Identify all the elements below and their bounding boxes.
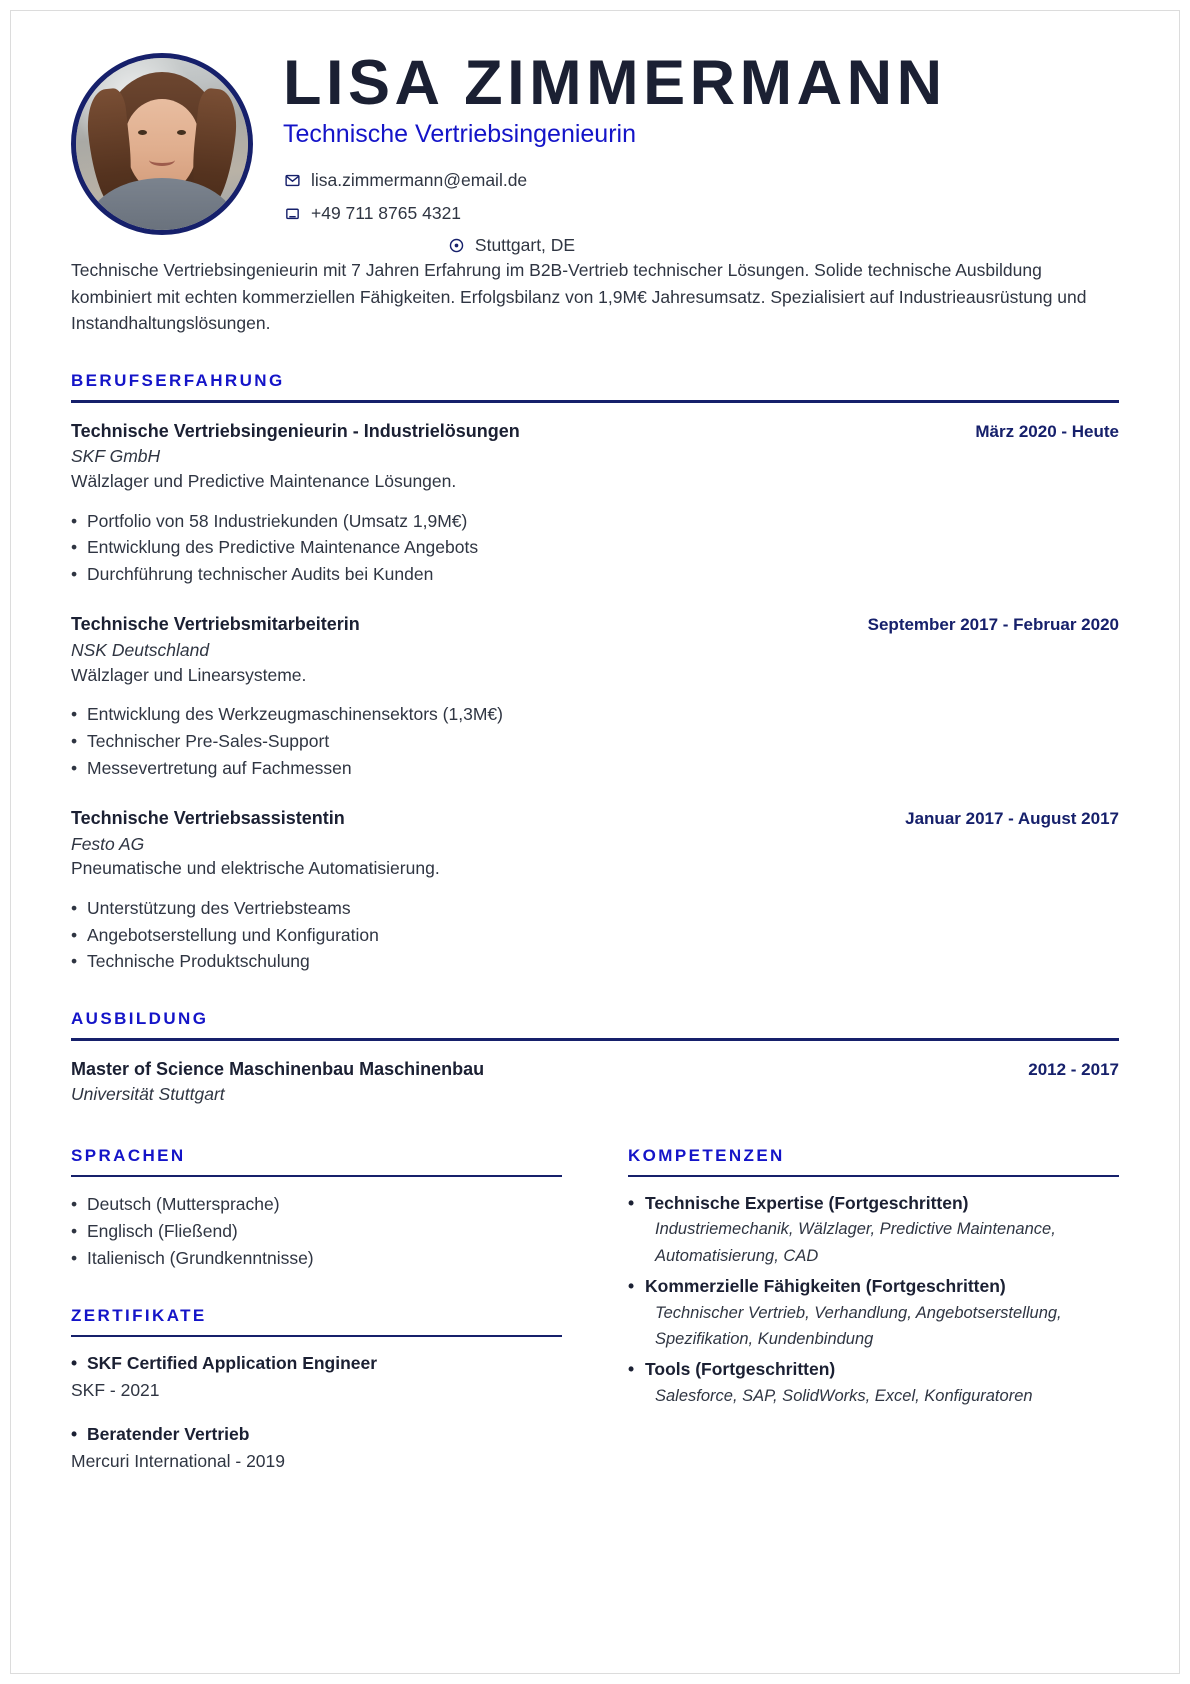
section-divider bbox=[71, 1038, 1119, 1041]
experience-date: September 2017 - Februar 2020 bbox=[867, 615, 1119, 635]
experience-title: Technische Vertriebsmitarbeiterin bbox=[71, 614, 360, 635]
skill-items: Technischer Vertrieb, Verhandlung, Angebotserstellung, Spezifikation, Kundenbindung bbox=[655, 1303, 1062, 1348]
section-title-experience: BERUFSERFAHRUNG bbox=[71, 370, 285, 390]
certificate-item bbox=[71, 1422, 562, 1473]
skill-item bbox=[628, 1274, 1119, 1352]
section-divider bbox=[71, 400, 1119, 403]
experience-entry-header bbox=[71, 420, 1119, 443]
skill-name: • Kommerzielle Fähigkeiten (Fortgeschritten) bbox=[628, 1274, 1119, 1299]
section-experience bbox=[71, 371, 1119, 975]
experience-org: NSK Deutschland bbox=[71, 639, 210, 660]
list-item: • Entwicklung des Werkzeugmaschinensektors (1,3M€) bbox=[71, 701, 1119, 728]
list-item: • Englisch (Fließend) bbox=[71, 1218, 562, 1245]
section-languages bbox=[71, 1146, 562, 1272]
experience-desc: Pneumatische und elektrische Automatisierung. bbox=[71, 858, 440, 879]
left-column bbox=[71, 1146, 562, 1473]
list-item: • Italienisch (Grundkenntnisse) bbox=[71, 1245, 562, 1272]
contact-phone[interactable] bbox=[283, 204, 1119, 223]
education-entry-header bbox=[71, 1058, 1119, 1081]
bottom-columns bbox=[71, 1146, 1119, 1473]
certificate-name: • Beratender Vertrieb bbox=[71, 1422, 562, 1447]
section-skills bbox=[628, 1146, 1119, 1409]
skill-name: • Tools (Fortgeschritten) bbox=[628, 1357, 1119, 1382]
education-date: 2012 - 2017 bbox=[1028, 1059, 1119, 1079]
list-item: • Portfolio von 58 Industriekunden (Umsatz 1,9M€) bbox=[71, 508, 1119, 535]
section-certificates bbox=[71, 1306, 562, 1473]
contact-email[interactable] bbox=[283, 171, 1119, 190]
section-divider bbox=[71, 1335, 562, 1337]
experience-entry-header bbox=[71, 613, 1119, 636]
contact-email-text: lisa.zimmermann@email.de bbox=[311, 170, 528, 191]
skill-item bbox=[628, 1191, 1119, 1269]
certificate-item bbox=[71, 1351, 562, 1402]
contact-list bbox=[283, 171, 1119, 255]
resume-sheet bbox=[10, 10, 1180, 1674]
section-divider bbox=[71, 1175, 562, 1177]
experience-entry bbox=[71, 420, 1119, 588]
experience-date: März 2020 - Heute bbox=[975, 421, 1119, 441]
resume-header bbox=[71, 49, 1119, 255]
certificate-meta: SKF - 2021 bbox=[71, 1379, 160, 1400]
experience-org: SKF GmbH bbox=[71, 446, 161, 467]
section-title-skills: KOMPETENZEN bbox=[628, 1146, 785, 1165]
education-degree: Master of Science Maschinenbau Maschinenbau bbox=[71, 1058, 485, 1079]
candidate-job-title: Technische Vertriebsingenieurin bbox=[283, 120, 636, 149]
list-item: • Angebotserstellung und Konfiguration bbox=[71, 922, 1119, 949]
header-text-block bbox=[283, 49, 1119, 255]
skill-items: Salesforce, SAP, SolidWorks, Excel, Konfiguratoren bbox=[655, 1386, 1033, 1405]
education-entry bbox=[71, 1058, 1119, 1106]
profile-photo-image bbox=[76, 58, 248, 230]
skill-items: Industriemechanik, Wälzlager, Predictive Maintenance, Automatisierung, CAD bbox=[655, 1220, 1056, 1265]
section-title-languages: SPRACHEN bbox=[71, 1146, 186, 1165]
section-title-certificates: ZERTIFIKATE bbox=[71, 1306, 207, 1326]
list-item: • Deutsch (Muttersprache) bbox=[71, 1191, 562, 1218]
skill-name: • Technische Expertise (Fortgeschritten) bbox=[628, 1191, 1119, 1216]
experience-title: Technische Vertriebsassistentin bbox=[71, 808, 345, 829]
list-item: • Entwicklung des Predictive Maintenance Angebots bbox=[71, 534, 1119, 561]
experience-entry bbox=[71, 807, 1119, 975]
experience-org: Festo AG bbox=[71, 833, 145, 854]
experience-date: Januar 2017 - August 2017 bbox=[905, 809, 1119, 829]
list-item: • Technischer Pre-Sales-Support bbox=[71, 728, 1119, 755]
education-school: Universität Stuttgart bbox=[71, 1084, 225, 1105]
list-item: • Messevertretung auf Fachmessen bbox=[71, 755, 1119, 782]
experience-desc: Wälzlager und Predictive Maintenance Lösungen. bbox=[71, 471, 457, 492]
section-education bbox=[71, 1009, 1119, 1106]
certificate-meta: Mercuri International - 2019 bbox=[71, 1450, 285, 1471]
experience-bullets bbox=[71, 895, 1119, 975]
experience-entry-header bbox=[71, 807, 1119, 830]
section-divider bbox=[628, 1175, 1119, 1177]
professional-summary: Technische Vertriebsingenieurin mit 7 Jahren Erfahrung im B2B-Vertrieb technischer Lösungen. Solide technische Ausbildung kombiniert mit echten kommerziellen Fähigkeiten. Erfolgsbilanz von 1,9M€ Jahresumsatz. Spezialisiert auf Industrieausrüstung und Instandhaltungslösungen. bbox=[71, 260, 1087, 334]
candidate-name: LISA ZIMMERMANN bbox=[283, 48, 947, 118]
experience-bullets bbox=[71, 508, 1119, 588]
contact-location[interactable] bbox=[283, 236, 1119, 255]
right-column bbox=[628, 1146, 1119, 1473]
envelope-icon bbox=[283, 171, 302, 190]
phone-icon bbox=[283, 204, 302, 223]
experience-entry bbox=[71, 613, 1119, 781]
languages-list bbox=[71, 1191, 562, 1272]
certificate-name: • SKF Certified Application Engineer bbox=[71, 1351, 562, 1376]
experience-desc: Wälzlager und Linearsysteme. bbox=[71, 664, 307, 685]
list-item: • Durchführung technischer Audits bei Kunden bbox=[71, 561, 1119, 588]
experience-bullets bbox=[71, 701, 1119, 781]
skill-item bbox=[628, 1357, 1119, 1409]
contact-phone-text: +49 711 8765 4321 bbox=[311, 202, 462, 223]
section-title-education: AUSBILDUNG bbox=[71, 1008, 209, 1028]
list-item: • Technische Produktschulung bbox=[71, 948, 1119, 975]
avatar bbox=[71, 53, 253, 235]
contact-location-text: Stuttgart, DE bbox=[474, 234, 576, 255]
map-pin-icon bbox=[447, 236, 466, 255]
experience-title: Technische Vertriebsingenieurin - Industrielösungen bbox=[71, 420, 520, 441]
list-item: • Unterstützung des Vertriebsteams bbox=[71, 895, 1119, 922]
